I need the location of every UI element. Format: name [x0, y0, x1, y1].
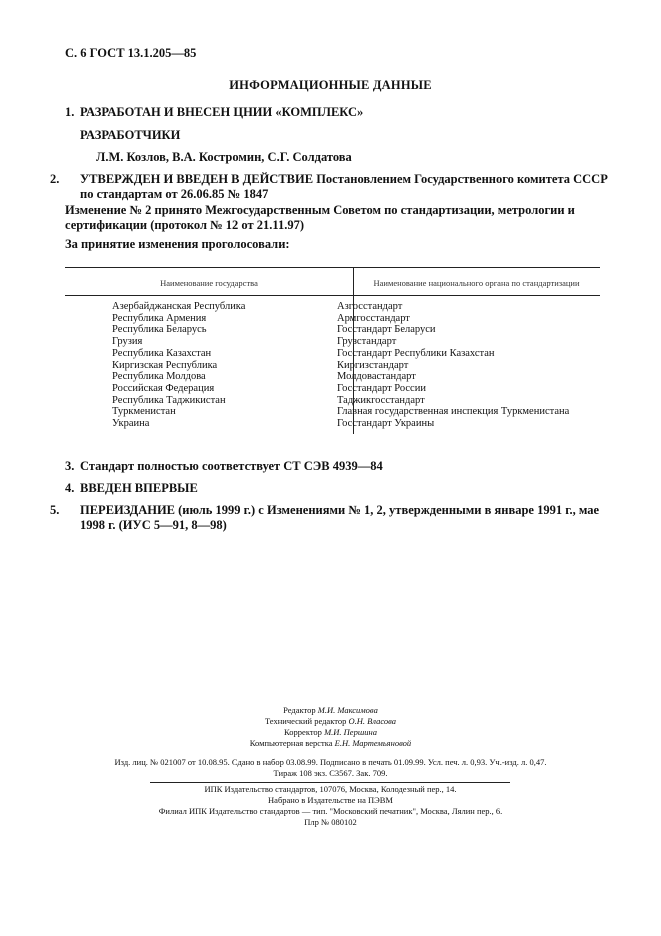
- credit-tech-editor: [0, 716, 661, 727]
- table-cell-authority: Армгосстандарт: [337, 312, 410, 324]
- imprint-line: Филиал ИПК Издательство стандартов — тип. "Московский печатник", Москва, Лялин пер., 6.: [158, 806, 503, 816]
- section-4-text: ВВЕДЕН ВПЕРВЫЕ: [80, 481, 198, 495]
- section-3-number: 3.: [65, 459, 75, 473]
- credit-editor: [0, 705, 661, 716]
- section-5-number: 5.: [50, 503, 60, 517]
- credit-role: Редактор: [283, 705, 316, 715]
- table-header-rule: [65, 295, 600, 296]
- credit-layout: [0, 738, 661, 749]
- table-cell-authority: Киргизстандарт: [337, 359, 409, 371]
- imprint-line: Набрано в Издательстве на ПЭВМ: [268, 795, 393, 805]
- table-cell-authority: Госстандарт Украины: [337, 418, 435, 430]
- section-5-lead: ПЕРЕИЗДАНИЕ: [80, 503, 176, 517]
- section-1: [65, 105, 605, 120]
- credits-block: [0, 705, 661, 749]
- section-5-text: (июль 1999 г.) с Изменениями № 1, 2, утвержденными в январе 1991 г., мае 1998 г. (ИУС 5—91, 8—98): [80, 503, 600, 532]
- table-cell-state: Грузия: [112, 336, 143, 348]
- imprint-separator: [150, 782, 510, 783]
- table-cell-state: Республика Армения: [112, 312, 207, 324]
- table-cell-state: Республика Беларусь: [112, 324, 207, 336]
- table-cell-authority: Азгосстандарт: [337, 301, 403, 312]
- table-cell-authority: Таджикгосстандарт: [337, 394, 425, 406]
- table-cell-authority: Молдовастандарт: [337, 371, 416, 383]
- section-4-number: 4.: [65, 481, 75, 495]
- section-3: [65, 459, 605, 474]
- table-cell-authority: Госстандарт России: [337, 382, 426, 394]
- table-cell-authority: Грузстандарт: [337, 336, 397, 348]
- page-header: С. 6 ГОСТ 13.1.205—85: [65, 46, 197, 60]
- imprint-line: ИПК Издательство стандартов, 107076, Москва, Колодезный пер., 14.: [204, 784, 457, 794]
- section-1-number: 1.: [65, 105, 75, 119]
- table-cell-state: Республика Казахстан: [112, 347, 212, 359]
- table-header-state: Наименование государства: [160, 278, 258, 288]
- section-2-text: Постановлением Государственного комитета СССР по стандартам от 26.06.85 № 1847: [80, 172, 608, 201]
- section-4: [65, 481, 605, 496]
- imprint-block: [0, 784, 661, 828]
- section-2-lead: УТВЕРЖДЕН И ВВЕДЕН В ДЕЙСТВИЕ: [80, 172, 314, 186]
- credit-name: М.И. Першина: [324, 727, 377, 737]
- credit-role: Компьютерная верстка: [249, 738, 333, 748]
- table-column-states: [112, 301, 245, 430]
- page-title: ИНФОРМАЦИОННЫЕ ДАННЫЕ: [229, 78, 432, 92]
- table-cell-authority: Госстандарт Республики Казахстан: [337, 347, 495, 359]
- table-cell-state: Российская Федерация: [112, 382, 215, 394]
- publication-line-1: Изд. лиц. № 021007 от 10.08.95. Сдано в набор 03.08.99. Подписано в печать 01.09.99. Усл. печ. л. 0,93. Уч.-изд. л. 0,47.: [114, 757, 547, 767]
- section-3-text: Стандарт полностью соответствует СТ СЭВ 4939—84: [80, 459, 383, 473]
- table-cell-state: Республика Таджикистан: [112, 394, 226, 406]
- section-5: [50, 503, 620, 533]
- publication-info: [0, 757, 661, 779]
- table-cell-state: Киргизская Республика: [112, 359, 218, 371]
- credit-name: Е.Н. Мартемьяновой: [334, 738, 412, 748]
- credit-name: М.И. Максимова: [317, 705, 378, 715]
- table-cell-state: Туркменистан: [112, 406, 176, 418]
- voted-label: За принятие изменения проголосовали:: [65, 237, 290, 251]
- section-1-text: РАЗРАБОТАН И ВНЕСЕН ЦНИИ «КОМПЛЕКС»: [80, 105, 364, 119]
- credit-role: Технический редактор: [264, 716, 347, 726]
- publication-line-2: Тираж 108 экз. С3567. Зак. 709.: [273, 768, 388, 778]
- table-cell-state: Республика Молдова: [112, 371, 206, 383]
- voting-table: [65, 267, 600, 434]
- credit-proofreader: [0, 727, 661, 738]
- table-cell-authority: Госстандарт Беларуси: [337, 324, 436, 336]
- developers-label: РАЗРАБОТЧИКИ: [80, 128, 181, 142]
- imprint-line: Плр № 080102: [304, 817, 357, 827]
- section-2-number: 2.: [50, 172, 60, 186]
- credit-role: Корректор: [284, 727, 322, 737]
- amendment-note: Изменение № 2 принято Межгосударственным Советом по стандартизации, метрологии и сертификации (протокол № 12 от 21.11.97): [65, 203, 575, 232]
- section-2: [50, 172, 620, 202]
- table-cell-authority: Главная государственная инспекция Туркменистана: [337, 406, 570, 418]
- credit-name: О.Н. Власова: [348, 716, 397, 726]
- table-cell-state: Украина: [112, 418, 150, 430]
- table-column-bodies: [337, 301, 569, 430]
- developers-names: Л.М. Козлов, В.А. Костромин, С.Г. Солдатова: [96, 150, 352, 164]
- table-cell-state: Азербайджанская Республика: [112, 301, 246, 312]
- table-top-rule: [65, 267, 600, 268]
- table-header-authority: Наименование национального органа по стандартизации: [373, 278, 580, 288]
